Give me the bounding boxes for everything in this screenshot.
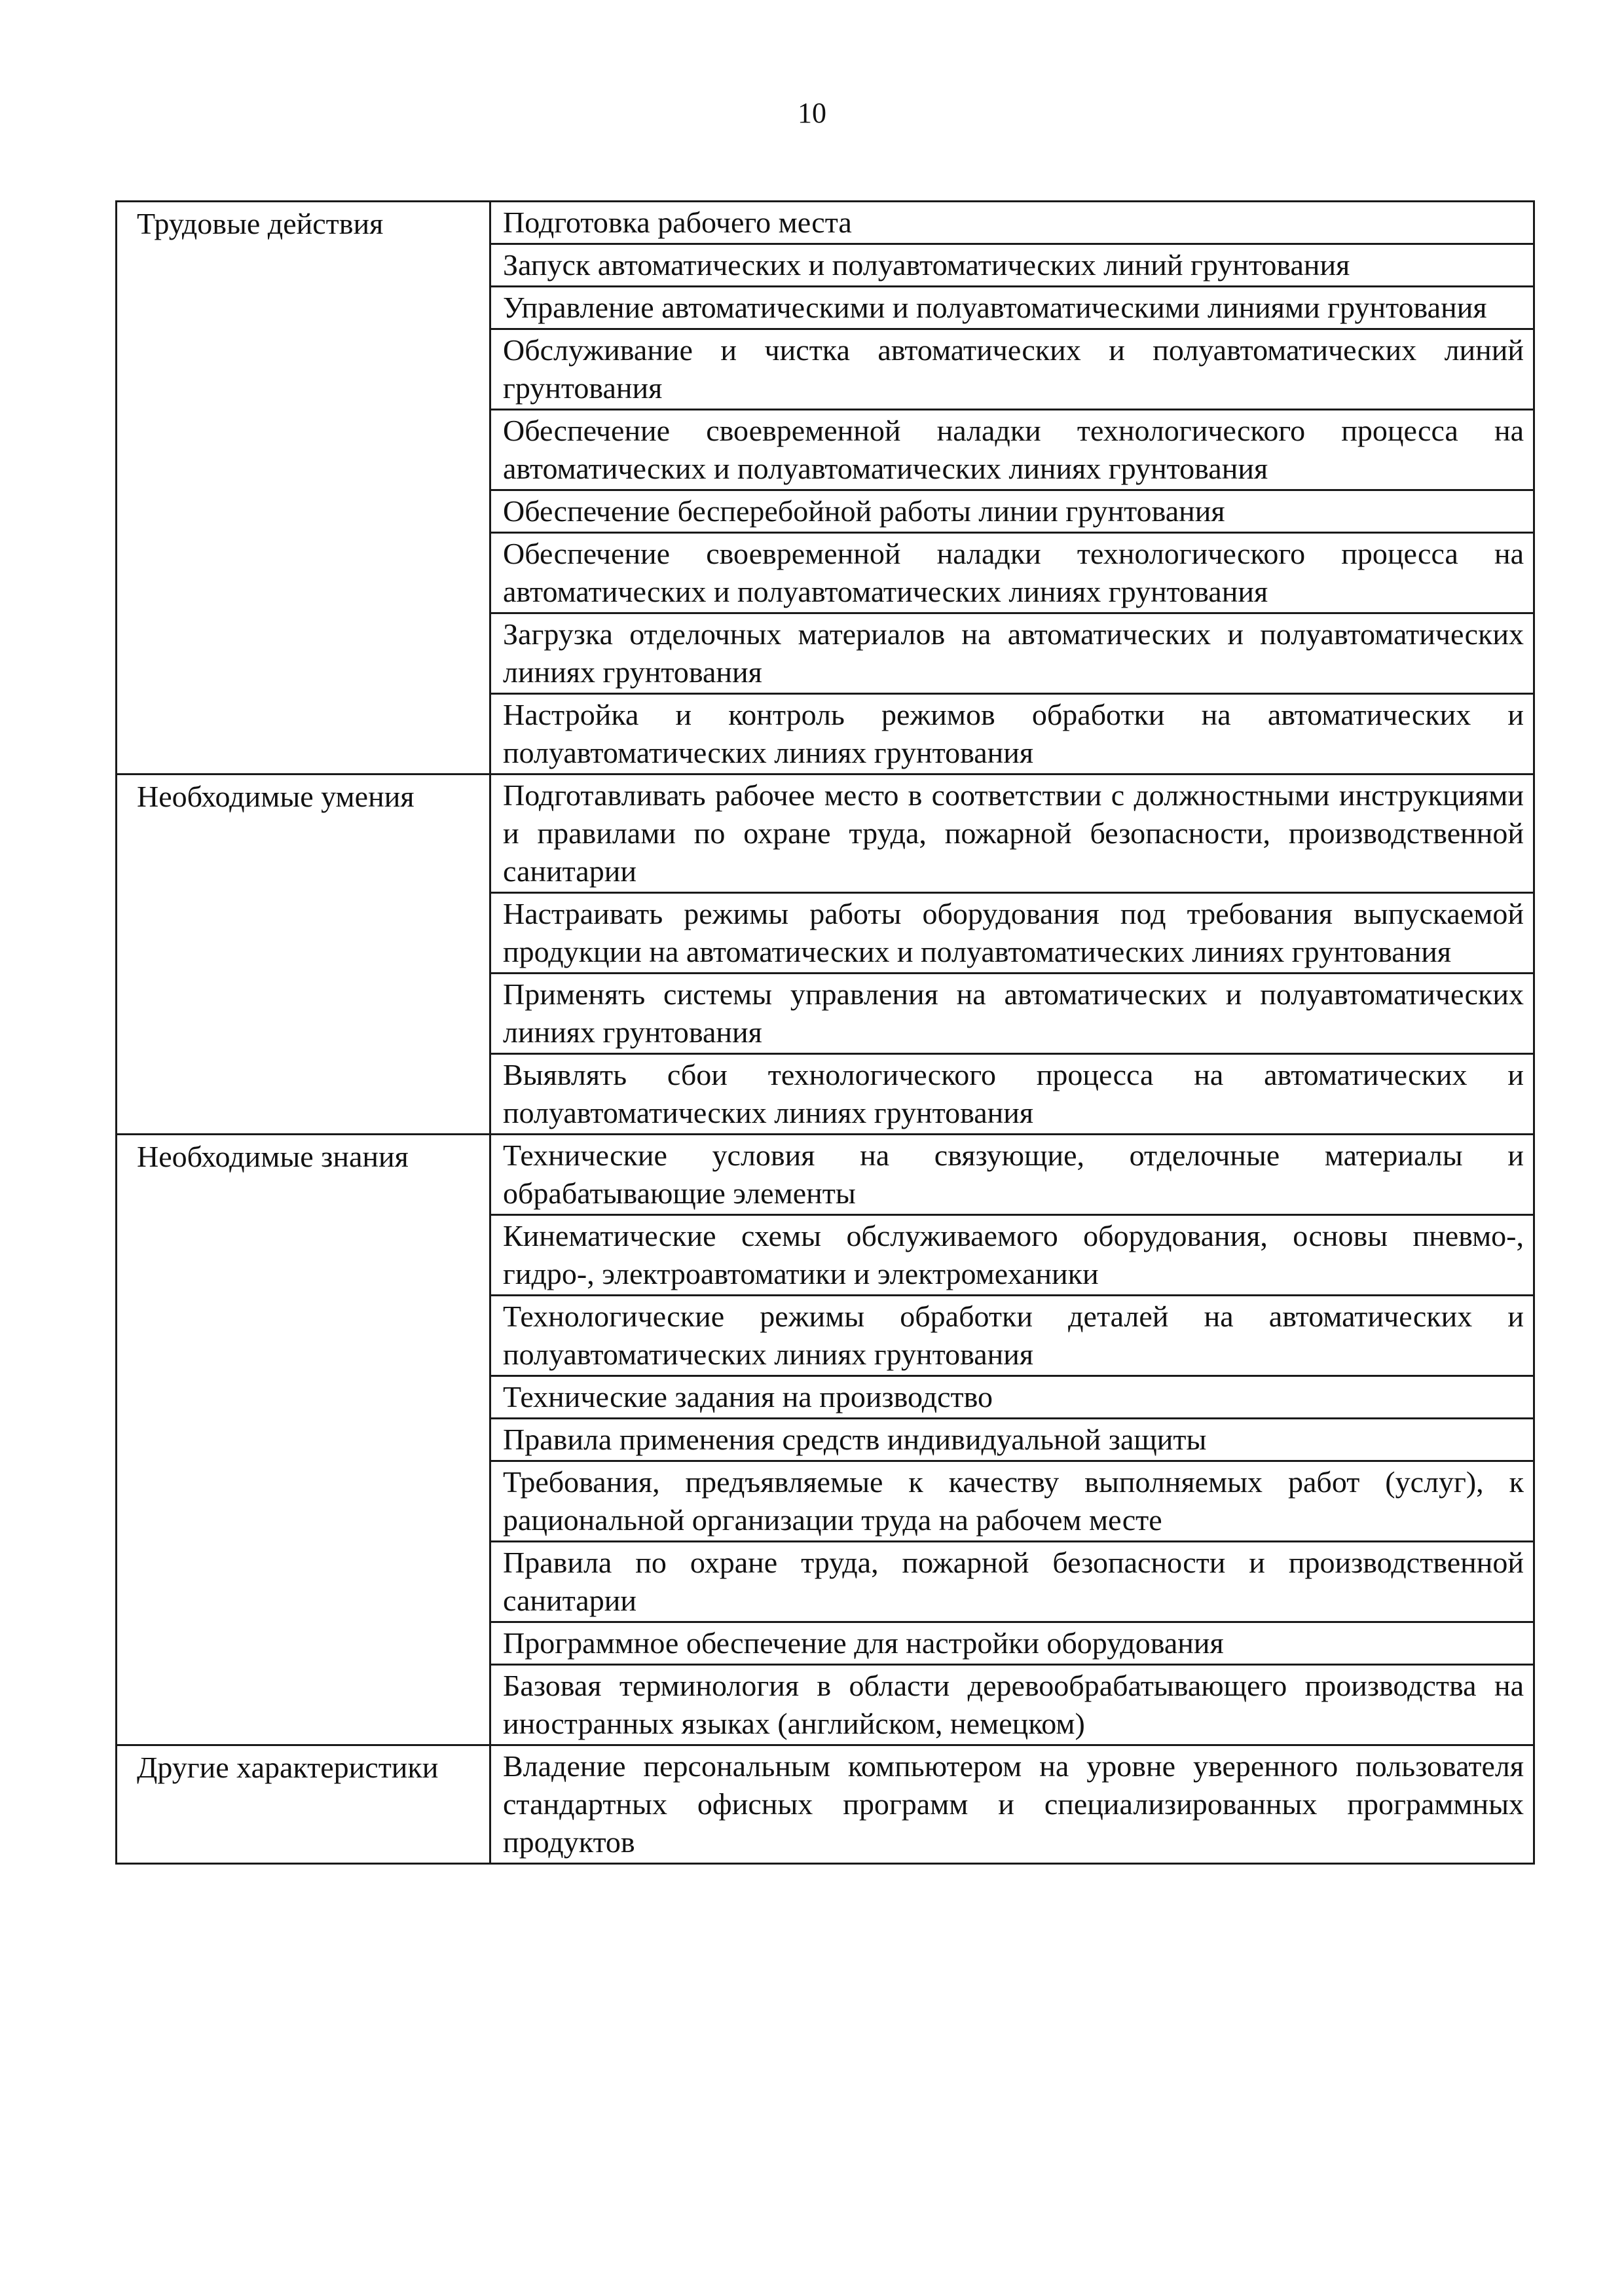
- table-row: [117, 202, 1534, 244]
- section-item: Требования, предъявляемые к качеству выполняемых работ (услуг), к рациональной организации труда на рабочем месте: [490, 1461, 1534, 1542]
- section-item: Настройка и контроль режимов обработки на автоматических и полуавтоматических линиях грунтования: [490, 694, 1534, 774]
- table-body: [117, 202, 1534, 1864]
- page-number: 10: [798, 97, 826, 129]
- section-item: Управление автоматическими и полуавтоматическими линиями грунтования: [490, 287, 1534, 329]
- section-item: Технологические режимы обработки деталей на автоматических и полуавтоматических линиях грунтования: [490, 1296, 1534, 1376]
- section-label: Необходимые умения: [117, 774, 490, 1135]
- section-item: Правила по охране труда, пожарной безопасности и производственной санитарии: [490, 1542, 1534, 1622]
- table-row: [117, 1745, 1534, 1864]
- section-item: Запуск автоматических и полуавтоматических линий грунтования: [490, 244, 1534, 287]
- section-label: Трудовые действия: [117, 202, 490, 774]
- section-item: Подготавливать рабочее место в соответствии с должностными инструкциями и правилами по охране труда, пожарной безопасности, производственной санитарии: [490, 774, 1534, 893]
- section-item: Технические условия на связующие, отделочные материалы и обрабатывающие элементы: [490, 1135, 1534, 1215]
- section-item: Правила применения средств индивидуальной защиты: [490, 1419, 1534, 1461]
- table-row: [117, 1135, 1534, 1215]
- section-item: Применять системы управления на автоматических и полуавтоматических линиях грунтования: [490, 974, 1534, 1054]
- section-item: Обеспечение своевременной наладки технологического процесса на автоматических и полуавтоматических линиях грунтования: [490, 533, 1534, 613]
- section-item: Обеспечение бесперебойной работы линии грунтования: [490, 490, 1534, 533]
- section-item: Технические задания на производство: [490, 1376, 1534, 1419]
- section-item: Базовая терминология в области деревообрабатывающего производства на иностранных языках (английском, немецком): [490, 1665, 1534, 1745]
- section-item: Обслуживание и чистка автоматических и полуавтоматических линий грунтования: [490, 329, 1534, 410]
- section-label: Необходимые знания: [117, 1135, 490, 1745]
- section-label: Другие характеристики: [117, 1745, 490, 1864]
- section-item: Кинематические схемы обслуживаемого оборудования, основы пневмо-, гидро-, электроавтоматики и электромеханики: [490, 1215, 1534, 1296]
- section-item: Обеспечение своевременной наладки технологического процесса на автоматических и полуавтоматических линиях грунтования: [490, 410, 1534, 490]
- section-item: Подготовка рабочего места: [490, 202, 1534, 244]
- section-item: Загрузка отделочных материалов на автоматических и полуавтоматических линиях грунтования: [490, 613, 1534, 694]
- table-row: [117, 774, 1534, 893]
- section-item: Настраивать режимы работы оборудования под требования выпускаемой продукции на автоматических и полуавтоматических линиях грунтования: [490, 893, 1534, 974]
- section-item: Программное обеспечение для настройки оборудования: [490, 1622, 1534, 1665]
- section-item: Владение персональным компьютером на уровне уверенного пользователя стандартных офисных программ и специализированных программных продуктов: [490, 1745, 1534, 1864]
- qualification-table: [115, 200, 1535, 1865]
- section-item: Выявлять сбои технологического процесса на автоматических и полуавтоматических линиях грунтования: [490, 1054, 1534, 1135]
